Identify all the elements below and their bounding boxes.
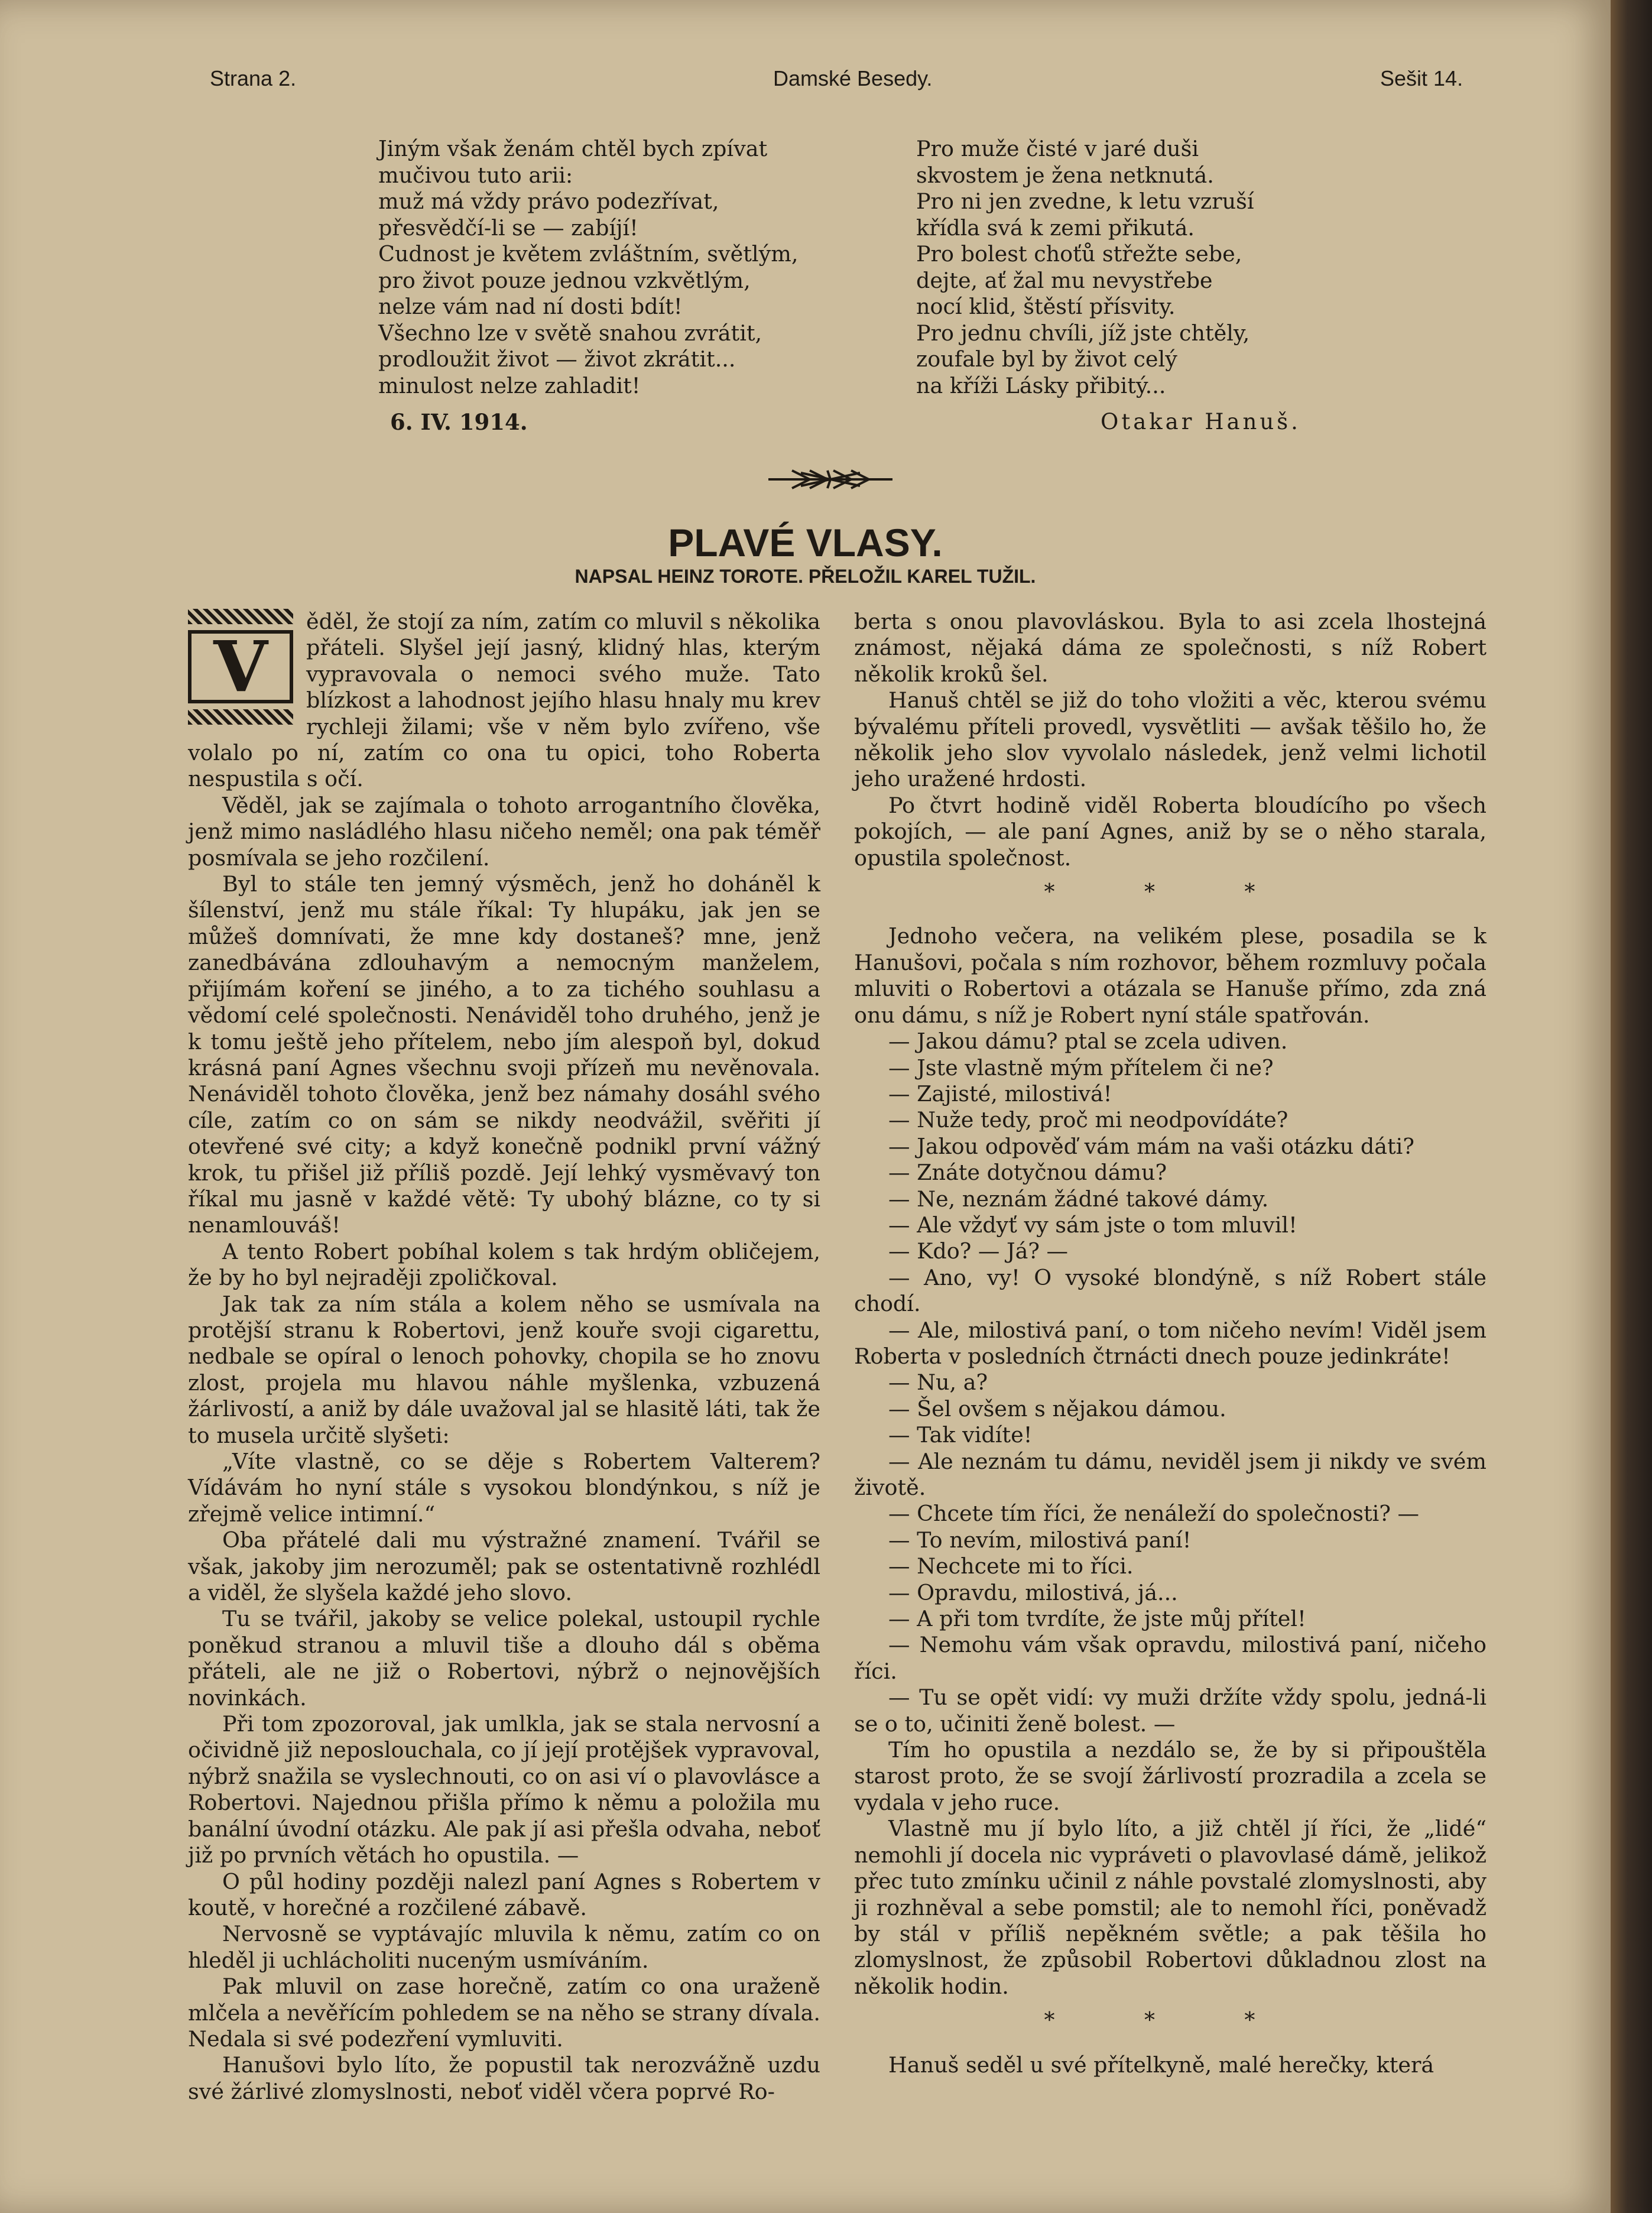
poem-line: Pro jednu chvíli, jíž jste chtěly, xyxy=(916,320,1250,346)
dialog-line: — Kdo? — Já? — xyxy=(888,1238,1069,1264)
poem-line: nelze vám nad ní dosti bdít! xyxy=(378,294,683,319)
dialog-line: — A při tom tvrdíte, že jste můj přítel! xyxy=(888,1606,1306,1632)
dialog-line: — Zajisté, milostivá! xyxy=(888,1080,1112,1106)
story-right-column xyxy=(854,609,1487,2078)
dialog-line: — Ale neznám tu dámu, neviděl jsem ji nikdy ve svém životě. xyxy=(854,1448,1487,1500)
paragraph: Po čtvrt hodině viděl Roberta bloudícího po všech pokojích, — ale paní Agnes, aniž by se o něho starala, opustila společnost. xyxy=(854,792,1487,871)
poem-line: nocí klid, štěstí přísvity. xyxy=(916,294,1176,319)
poem-line: zoufale byl by život celý xyxy=(916,346,1177,372)
poem-line: minulost nelze zahladit! xyxy=(378,372,641,398)
dialog-line: — Opravdu, milostivá, já... xyxy=(888,1579,1178,1605)
magazine-title: Damské Besedy. xyxy=(773,66,933,90)
dialog-line: — Nemohu vám však opravdu, milostivá paní, ničeho říci. xyxy=(854,1632,1487,1684)
poem-line: na kříži Lásky přibitý... xyxy=(916,372,1166,398)
dialog-line: — Tak vidíte! xyxy=(888,1422,1033,1448)
ornament-bar-icon xyxy=(188,709,293,725)
poem-line: Jiným však ženám chtěl bych zpívat xyxy=(378,136,768,161)
poem-left-column xyxy=(378,136,798,399)
paragraph: Byl to stále ten jemný výsměch, jenž ho doháněl k šílenství, jenž mu stále říkal: Ty hlupáku, jak jen se můžeš domnívati, že mne kdy dostaneš? mne, jenž zanedbávána zdlouhavým a nemocným manželem, přijímám koření se jiného, a to za tichého souhlasu a vědomí celé společnosti. Nenáviděl toho druhého, jenž je k tomu ještě jeho přítelem, nebo jím alespoň byl, dokud krásná paní Agnes všechnu svoji přízeň mu nevěnovala. Nenáviděl tohoto člověka, jenž bez námahy dosáhl svého cíle, zatím co on sám se nikdy neodvážil, svěřiti jí otevřené své city; a když konečně podnikl první vážný krok, tu přišel již příliš pozdě. Její lehký vysměvavý ton říkal mu jasně v každé větě: Ty ubohý blázne, co ty si nenamlouváš! xyxy=(188,871,820,1238)
paragraph: Věděl, jak se zajímala o tohoto arrogantního člověka, jenž mimo nasládlého hlasu ničeho neměl; ona pak téměř posmívala se jeho rozčilení. xyxy=(188,792,820,871)
poem-line: Pro bolest choťů střežte sebe, xyxy=(916,241,1242,267)
poem-line: Cudnost je květem zvláštním, světlým, xyxy=(378,241,799,267)
dialog-line: — Ne, neznám žádné takové dámy. xyxy=(888,1186,1269,1212)
page-header xyxy=(0,66,1611,102)
paragraph: ěděl, že stojí za ním, zatím co mluvil s několika přáteli. Slyšel její jasný, klidný hlas, kterým vypravovala o nemoci svého muže. Tato blízkost a lahodnost jejího hlasu hnaly mu krev rychleji žilami; vše v něm bylo zvířeno, vše volalo po ní, zatím co ona tu opici, toho Roberta nespustila s očí. xyxy=(188,609,820,792)
page-number: Strana 2. xyxy=(210,66,297,90)
poem-right-column xyxy=(916,136,1254,399)
poem-author: Otakar Hanuš. xyxy=(1101,409,1301,434)
dialog-line: — Ale, milostivá paní, o tom ničeho nevím! Viděl jsem Roberta v posledních čtrnácti dnech pouze jedinkráte! xyxy=(854,1317,1487,1369)
section-separator: * * * xyxy=(1044,880,1297,905)
poem-line: dejte, ať žal mu nevystřebe xyxy=(916,267,1213,293)
poem-line: Všechno lze v světě snahou zvrátit, xyxy=(378,320,762,346)
poem-line: prodloužit život — život zkrátit... xyxy=(378,346,736,372)
paragraph: Hanuš chtěl se již do toho vložiti a věc, kterou svému bývalému příteli provedl, vysvětliti — avšak těšilo ho, že několik jeho slov vyvolalo následek, jenž velmi lichotil jeho uražené hrdosti. xyxy=(854,687,1487,792)
dialog-line: — Chcete tím říci, že nenáleží do společnosti? — xyxy=(888,1501,1419,1527)
poem-line: muž má vždy právo podezřívat, xyxy=(378,189,719,214)
dialog-line: — Nu, a? xyxy=(888,1370,988,1396)
story-title: PLAVÉ VLASY. xyxy=(668,521,943,564)
paragraph: Nervosně se vyptávajíc mluvila k němu, zatím co on hleděl ji uchlácholiti nuceným usmíváním. xyxy=(188,1921,820,1973)
poem-line: mučivou tuto arii: xyxy=(378,162,573,188)
story-byline: NAPSAL HEINZ TOROTE. PŘELOŽIL KAREL TUŽIL. xyxy=(575,566,1036,587)
drop-cap xyxy=(188,609,293,727)
dialog-line: — To nevím, milostivá paní! xyxy=(888,1527,1192,1553)
paragraph: Hanušovi bylo líto, že popustil tak nerozvážně uzdu své žárlivé zlomyslnosti, neboť viděl včera poprvé Ro- xyxy=(188,2052,820,2104)
dialog-line: — Jakou odpověď vám mám na vaši otázku dáti? xyxy=(888,1133,1414,1159)
section-separator: * * * xyxy=(1044,2008,1297,2033)
dialog-line: — Jakou dámu? ptal se zcela udiven. xyxy=(888,1028,1288,1054)
dialog-line: — Ano, vy! O vysoké blondýně, s níž Robert stále chodí. xyxy=(854,1264,1487,1317)
paragraph: berta s onou plavovláskou. Byla to asi zcela lhostejná známost, nějaká dáma ze společnosti, s níž Robert několik kroků šel. xyxy=(854,609,1487,687)
drop-cap-letter: V xyxy=(188,630,293,703)
paragraph: Tím ho opustila a nezdálo se, že by si připouštěla starost proto, že se svojí žárlivostí prozradila a zcela se vydala v jeho ruce. xyxy=(854,1737,1487,1815)
paragraph: Pak mluvil on zase horečně, zatím co ona uraženě mlčela a nevěřícím pohledem se na něho se strany dívala. Nedala si své podezření vymluviti. xyxy=(188,1974,820,2052)
paragraph: Při tom zpozoroval, jak umlkla, jak se stala nervosní a očividně již neposlouchala, co jí její protějšek vypravoval, nýbrž snažila se vyslechnouti, co on asi ví o plavovlásce a Robertovi. Najednou přišla přímo k němu a položila mu banální úvodní otázku. Ale pak jí asi přešla odvaha, neboť již po prvních větách ho opustila. — xyxy=(188,1711,820,1868)
ornament-bar-icon xyxy=(188,609,293,624)
dialog-line: — Jste vlastně mým přítelem či ne? xyxy=(888,1054,1274,1080)
poem-line: křídla svá k zemi přikutá. xyxy=(916,215,1195,241)
paragraph: A tento Robert pobíhal kolem s tak hrdým obličejem, že by ho byl nejraději zpoličkoval. xyxy=(188,1238,820,1291)
paragraph: Hanuš seděl u své přítelkyně, malé herečky, která xyxy=(888,2052,1434,2078)
issue-number: Sešit 14. xyxy=(1380,66,1463,90)
dialog-line: — Šel ovšem s nějakou dámou. xyxy=(888,1396,1226,1422)
paragraph: Vlastně mu jí bylo líto, a již chtěl jí říci, že „lidé“ nemohli jí docela nic vypráveti o plavovlasé dámě, jelikož přec tuto zmínku učinil z náhle povstalé zlomyslnosti, aby ji rozhněval a sebe pomstil; ale to nemohl říci, poněvadž by stál v příliš nepěkném světle; a pak těšila ho zlomyslnost, že způsobil Robertovi důkladnou zlost na několik hodin. xyxy=(854,1816,1487,1999)
paragraph: O půl hodiny později nalezl paní Agnes s Robertem v koutě, v horečné a rozčilené zábavě. xyxy=(188,1868,820,1920)
paragraph: „Víte vlastně, co se děje s Robertem Valterem? Vídávám ho nyní stále s vysokou blondýnkou, s níž je zřejmě velice intimní.“ xyxy=(188,1449,820,1527)
paragraph: Jak tak za ním stála a kolem něho se usmívala na protější stranu k Robertovi, jenž kouře svoji cigarettu, nedbale se opíral o lenoch pohovky, chopila se ho znovu zlost, projela mu hlavou náhle myšlenka, vzbuzená žárlivostí, a aniž by dále uvažoval jal se hlasitě láti, tak že to musela určitě slyšeti: xyxy=(188,1291,820,1448)
dialog-line: — Tu se opět vidí: vy muži držíte vždy spolu, jedná-li se o to, učiniti ženě bolest. — xyxy=(854,1685,1487,1737)
dialog-line: — Znáte dotyčnou dámu? xyxy=(888,1160,1167,1186)
dialog-line: — Nechcete mi to říci. xyxy=(888,1553,1134,1579)
dialog-line: — Nuže tedy, proč mi neodpovídáte? xyxy=(888,1107,1289,1133)
poem-line: Pro muže čisté v jaré duši xyxy=(916,136,1199,161)
paragraph: Jednoho večera, na velikém plese, posadila se k Hanušovi, počala s ním rozhovor, během rozmluvy počala mluviti o Robertovi a otázala se Hanuše přímo, zda zná onu dámu, s níž je Robert nyní stále spatřován. xyxy=(854,923,1487,1028)
poem-line: Pro ni jen zvedne, k letu vzruší xyxy=(916,189,1254,214)
ornament-divider-icon xyxy=(768,468,892,491)
paragraph: Oba přátelé dali mu výstražné znamení. Tvářil se však, jakoby jim nerozuměl; pak se ostentativně rozhlédl a viděl, že slyšela každé jeho slovo. xyxy=(188,1527,820,1606)
paragraph: Tu se tvářil, jakoby se velice polekal, ustoupil rychle poněkud stranou a mluvil tiše a dlouho dál s oběma přáteli, ale ne již o Robertovi, nýbrž o nejnovějších novinkách. xyxy=(188,1606,820,1711)
dialog-line: — Ale vždyť vy sám jste o tom mluvil! xyxy=(888,1212,1297,1238)
page-binding-edge xyxy=(1611,0,1652,2213)
poem-date: 6. IV. 1914. xyxy=(390,409,528,435)
poem-line: skvostem je žena netknutá. xyxy=(916,162,1214,188)
poem-line: pro život pouze jednou vzkvětlým, xyxy=(378,267,751,293)
story-left-column xyxy=(188,609,820,2105)
poem-line: přesvědčí-li se — zabíjí! xyxy=(378,215,638,241)
